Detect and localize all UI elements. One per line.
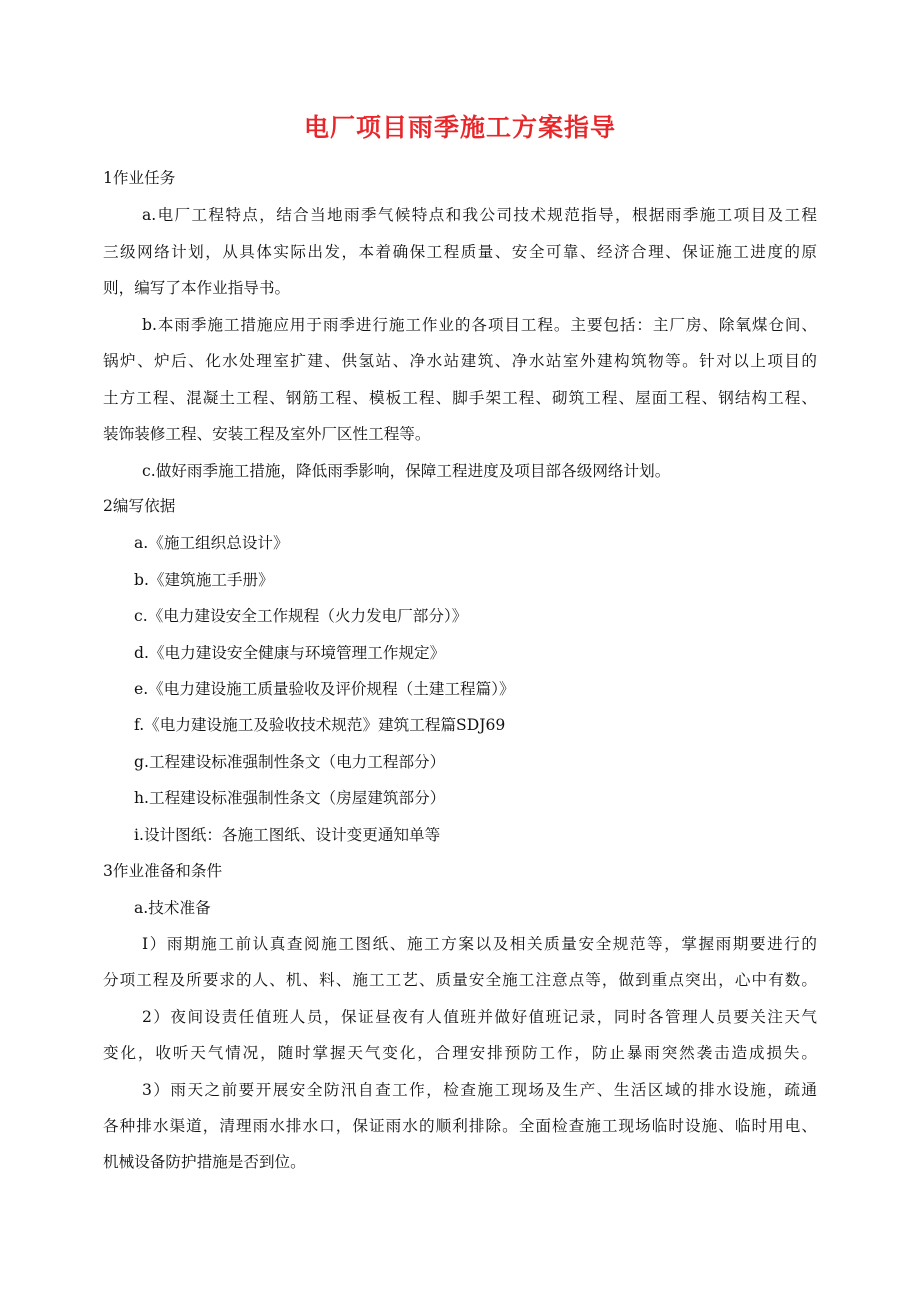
ref-item: g.工程建设标准强制性条文（电力工程部分） — [134, 753, 446, 771]
s1-c-line: c.做好雨季施工措施，降低雨季影响，保障工程进度及项目部各级网络计划。 — [142, 462, 671, 480]
s3-p2-line-2: 变化，收听天气情况，随时掌握天气变化，合理安排预防工作，防止暴雨突然袭击造成损失。 — [103, 1044, 817, 1062]
s3-p2-line-1: 2）夜间设责任值班人员，保证昼夜有人值班并做好值班记录，同时各管理人员要关注天气 — [142, 1008, 817, 1026]
ref-item: a.《施工组织总设计》 — [134, 534, 289, 552]
ref-item: f.《电力建设施工及验收技术规范》建筑工程篇SDJ69 — [134, 716, 506, 734]
s1-b-line-1: b.本雨季施工措施应用于雨季进行施工作业的各项目工程。主要包括：主厂房、除氧煤仓间、 — [142, 316, 817, 334]
s1-a-line-2: 三级网络计划，从具体实际出发，本着确保工程质量、安全可靠、经济合理、保证施工进度的原 — [103, 243, 817, 261]
ref-item: b.《建筑施工手册》 — [134, 571, 274, 589]
s3-p1-line-1: I）雨期施工前认真查阅施工图纸、施工方案以及相关质量安全规范等，掌握雨期要进行的 — [142, 935, 817, 953]
ref-item: c.《电力建设安全工作规程（火力发电厂部分）》 — [134, 607, 468, 625]
s3-p3-line-2: 各种排水渠道，清理雨水排水口，保证雨水的顺利排除。全面检查施工现场临时设施、临时用电、 — [103, 1117, 817, 1135]
ref-item: i.设计图纸：各施工图纸、设计变更通知单等 — [134, 826, 441, 844]
ref-item: h.工程建设标准强制性条文（房屋建筑部分） — [134, 789, 446, 807]
s3-p3-line-3: 机械设备防护措施是否到位。 — [103, 1153, 306, 1171]
s3-a-subheading: a.技术准备 — [134, 899, 211, 917]
s3-p1-line-2: 分项工程及所要求的人、机、料、施工工艺、质量安全施工注意点等，做到重点突出，心中有数。 — [103, 971, 817, 989]
s1-a-line-1: a.电厂工程特点，结合当地雨季气候特点和我公司技术规范指导，根据雨季施工项目及工程 — [142, 206, 817, 224]
s1-b-line-2: 锅炉、炉后、化水处理室扩建、供氢站、净水站建筑、净水站室外建构筑物等。针对以上项目的 — [103, 352, 817, 370]
document-title: 电厂项目雨季施工方案指导 — [303, 113, 616, 142]
section-3-heading: 3作业准备和条件 — [103, 862, 223, 880]
s3-p3-line-1: 3）雨天之前要开展安全防汛自查工作，检查施工现场及生产、生活区域的排水设施，疏通 — [142, 1081, 817, 1099]
ref-item: e.《电力建设施工质量验收及评价规程（土建工程篇）》 — [134, 680, 515, 698]
section-2-heading: 2编写依据 — [103, 497, 176, 515]
s1-b-line-3: 土方工程、混凝土工程、钢筋工程、模板工程、脚手架工程、砌筑工程、屋面工程、钢结构工程、 — [103, 389, 817, 407]
ref-item: d.《电力建设安全健康与环境管理工作规定》 — [134, 644, 446, 662]
s1-b-line-4: 装饰装修工程、安装工程及室外厂区性工程等。 — [103, 425, 431, 443]
section-1-heading: 1作业任务 — [103, 169, 176, 187]
s1-a-line-3: 则，编写了本作业指导书。 — [103, 279, 291, 297]
